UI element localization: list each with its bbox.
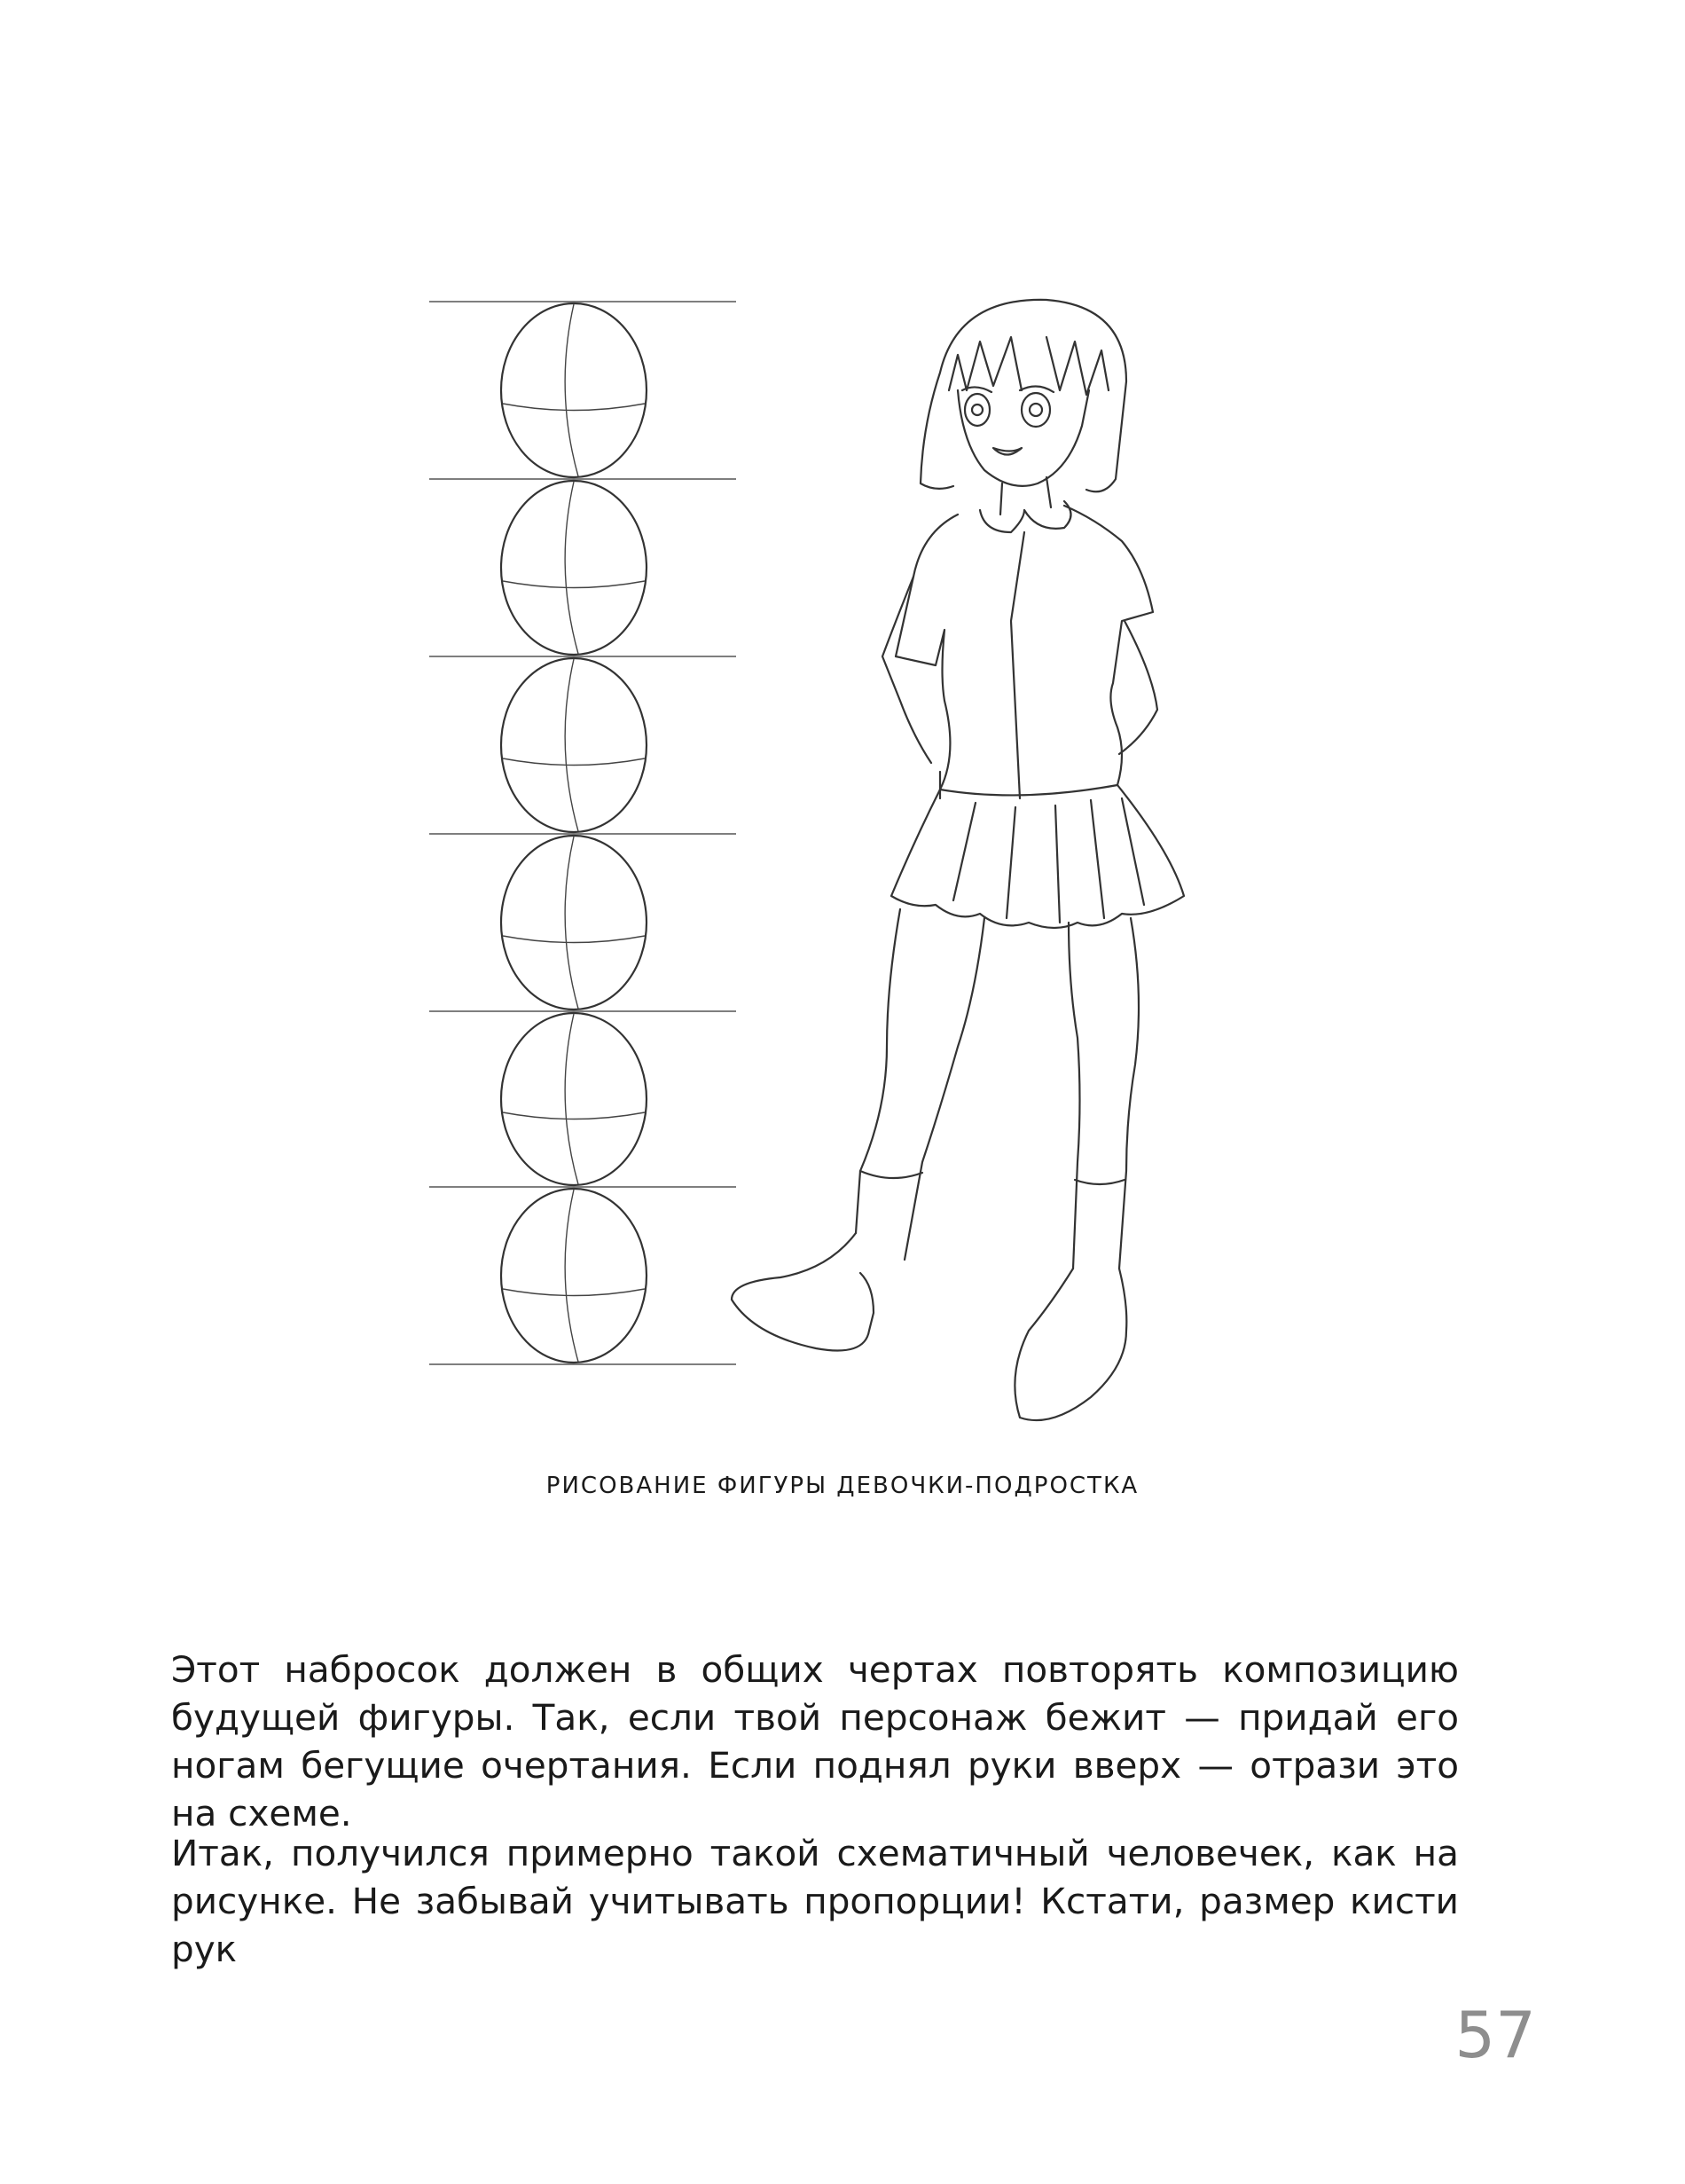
head-oval <box>501 1013 647 1185</box>
right-eye <box>1022 393 1050 427</box>
right-arm <box>1119 621 1157 754</box>
left-sock <box>860 1171 922 1178</box>
hair-outline <box>921 300 1126 491</box>
left-leg <box>856 909 984 1260</box>
left-shoe <box>732 1233 874 1351</box>
shirt <box>896 506 1153 795</box>
head-oval <box>501 303 647 477</box>
head-oval <box>501 1189 647 1363</box>
body-paragraph: Этот набросок должен в общих чертах повторять композицию будущей фигуры. Так, если твой персонаж бежит — придай его ногам бегущие очертания. Если поднял руки вверх — отрази это на схеме. <box>171 1648 1459 1834</box>
right-leg <box>1069 918 1139 1269</box>
girl-figure-drawing <box>732 300 1184 1420</box>
head-unit-ovals <box>501 303 647 1363</box>
right-shoe <box>1015 1269 1126 1420</box>
head-oval <box>501 836 647 1010</box>
skirt <box>891 785 1184 928</box>
body-paragraph: Итак, получился примерно такой схематичный человечек, как на рисунке. Не забывай учитывать пропорции! Кстати, размер кисти рук <box>171 1832 1459 1970</box>
right-sock <box>1075 1180 1125 1184</box>
left-eye <box>965 394 990 426</box>
mouth <box>993 448 1022 455</box>
page-number: 57 <box>1454 1998 1536 2072</box>
proportion-guide-lines <box>429 302 736 1364</box>
head-oval <box>501 481 647 655</box>
collar <box>980 501 1071 532</box>
head-oval <box>501 658 647 832</box>
figure-caption: РИСОВАНИЕ ФИГУРЫ ДЕВОЧКИ-ПОДРОСТКА <box>545 1473 1140 1499</box>
